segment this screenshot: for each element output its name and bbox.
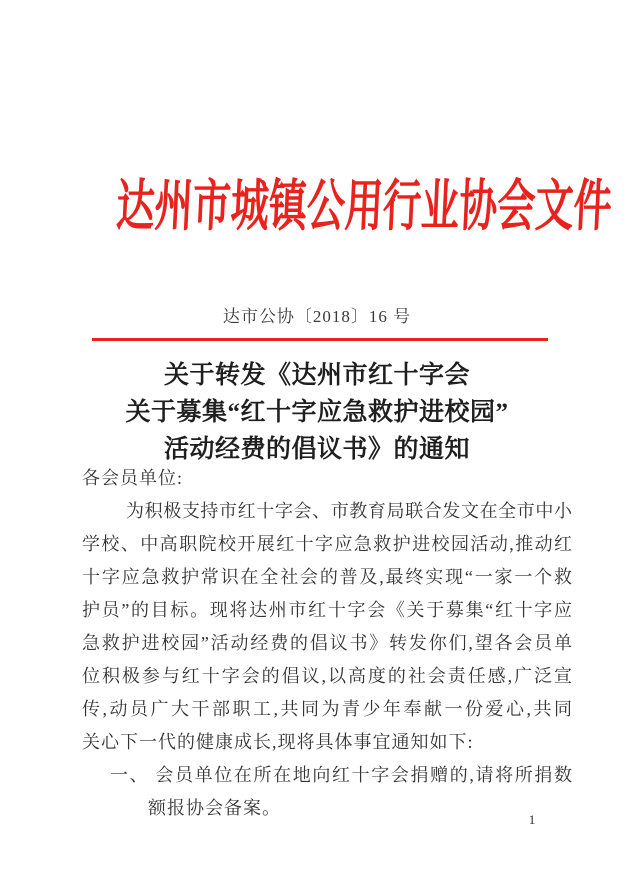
document-reference-number: 达市公协〔2018〕16 号 [222, 307, 412, 326]
body-line: 关心下一代的健康成长,现将具体事宜通知如下: [82, 732, 474, 752]
body-line: 护员”的目标。现将达州市红十字会《关于募集“红十字应 [82, 600, 572, 620]
body-line: 急救护进校园”活动经费的倡议书》转发你们,望各会员单 [82, 633, 572, 653]
page-number: 1 [528, 812, 536, 827]
body-line-list-item: 一、 会员单位在所在地向红十字会捐赠的,请将所捐数 [110, 765, 572, 785]
letterhead-banner [0, 176, 634, 238]
body-line: 位积极参与红十字会的倡议,以高度的社会责任感,广泛宣 [82, 666, 572, 686]
body-line: 传,动员广大干部职工,共同为青少年奉献一份爱心,共同 [82, 699, 572, 719]
document-body [82, 462, 572, 825]
title-line-3: 活动经费的倡议书》的通知 [163, 436, 470, 463]
title-line-2: 关于募集“红十字应急救护进校园” [125, 399, 509, 426]
letterhead-text: 达州市城镇公用行业协会文件 [115, 176, 613, 238]
document-title [0, 357, 634, 468]
body-line-list-item-continuation: 额报协会备案。 [148, 798, 281, 818]
body-line: 为积极支持市红十字会、市教育局联合发文在全市中小 [126, 501, 572, 521]
title-line-1: 关于转发《达州市红十字会 [163, 362, 470, 389]
body-line: 学校、中高职院校开展红十字应急救护进校园活动,推动红 [82, 534, 572, 554]
red-separator-line [92, 338, 548, 341]
body-line: 十字应急救护常识在全社会的普及,最终实现“一家一个救 [82, 567, 572, 587]
body-line-salutation: 各会员单位: [82, 468, 184, 488]
